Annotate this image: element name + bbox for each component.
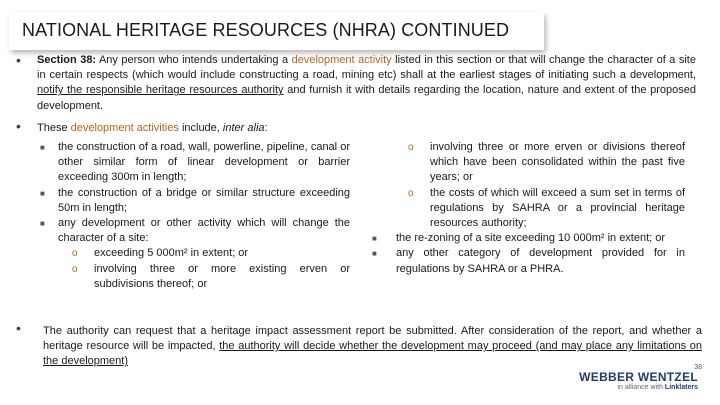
section-text-3: and furnish it with details regarding the location, nature and extent of the proposed development.	[37, 84, 697, 112]
conclusion-text: The authority can request that a heritage impact assessment report be submitted. After consideration of the report, and whether a heritage resource will be impacted,	[43, 325, 702, 353]
authority-decision-underlined: the authority will decide whether the development may proceed (and may place any limitations on the development)	[43, 340, 703, 368]
intro-text: These	[37, 122, 68, 134]
list-item: ■ any other category of development provided for in regulations by SAHRA or a PHRA.	[372, 247, 685, 275]
list-item: ■ the re-zoning of a site exceeding 10 000m² in extent; or	[360, 231, 685, 246]
section-label: Section 38:	[37, 54, 97, 66]
list-subitem: o involving three or more erven or divisions thereof which have been consolidated within the past five years; or	[408, 141, 685, 184]
intro-text-2: include,	[181, 122, 220, 134]
bullet-dot-icon: •	[16, 320, 21, 336]
section-text-2: listed in this section or that will change the character of a site in certain respects (which would include constructing a road, mining etc) shall at the earliest stages of initiating such a development,	[37, 54, 696, 82]
circle-bullet-icon: o	[72, 248, 78, 260]
list-subitem: o involving three or more existing erven or subdivisions thereof; or	[72, 262, 350, 290]
linklaters-wordmark: Linklaters	[664, 384, 698, 391]
inter-alia: inter alia	[222, 122, 265, 134]
list-item: ■ any development or other activity which will change the character of a site:	[40, 217, 350, 245]
development-activity-highlight: development activity	[291, 54, 392, 66]
intro-colon: :	[264, 122, 268, 134]
notify-authority-underlined: notify the responsible heritage resources authority	[37, 84, 284, 97]
square-bullet-icon: ■	[40, 188, 45, 198]
webber-wentzel-logo	[579, 370, 698, 391]
square-bullet-icon: ■	[372, 234, 377, 244]
list-item: ■ the construction of a road, wall, powerline, pipeline, canal or other similar form of linear development or barrier exceeding 300m in length;	[40, 141, 350, 184]
logo-tagline: in alliance with Linklaters	[617, 384, 698, 391]
page-number: 38	[694, 364, 702, 371]
circle-bullet-icon: o	[72, 263, 78, 275]
activities-intro	[37, 121, 637, 136]
list-item: ■ the construction of a bridge or similar structure exceeding 50m in length;	[40, 186, 350, 214]
right-activity-list	[360, 140, 685, 277]
bullet-dot-icon: •	[16, 52, 21, 68]
development-activities-highlight: development activities	[70, 122, 179, 134]
circle-bullet-icon: o	[408, 142, 414, 153]
page-title: NATIONAL HERITAGE RESOURCES (NHRA) CONTINUED	[22, 20, 510, 40]
square-bullet-icon: ■	[372, 249, 377, 259]
logo-wordmark: WEBBER WENTZEL	[579, 370, 698, 384]
section-38-paragraph	[37, 53, 696, 114]
square-bullet-icon: ■	[40, 143, 45, 152]
list-subitem: o the costs of which will exceed a sum set in terms of regulations by SAHRA or a provincial heritage resources authority;	[408, 186, 685, 230]
circle-bullet-icon: o	[408, 187, 414, 199]
list-subitem: o exceeding 5 000m² in extent; or	[36, 246, 350, 261]
square-bullet-icon: ■	[40, 219, 45, 229]
left-activity-list	[36, 140, 350, 292]
conclusion-paragraph	[43, 324, 702, 370]
section-text-1: Any person who intends undertaking a	[98, 54, 289, 66]
bullet-dot-icon: •	[16, 118, 21, 134]
